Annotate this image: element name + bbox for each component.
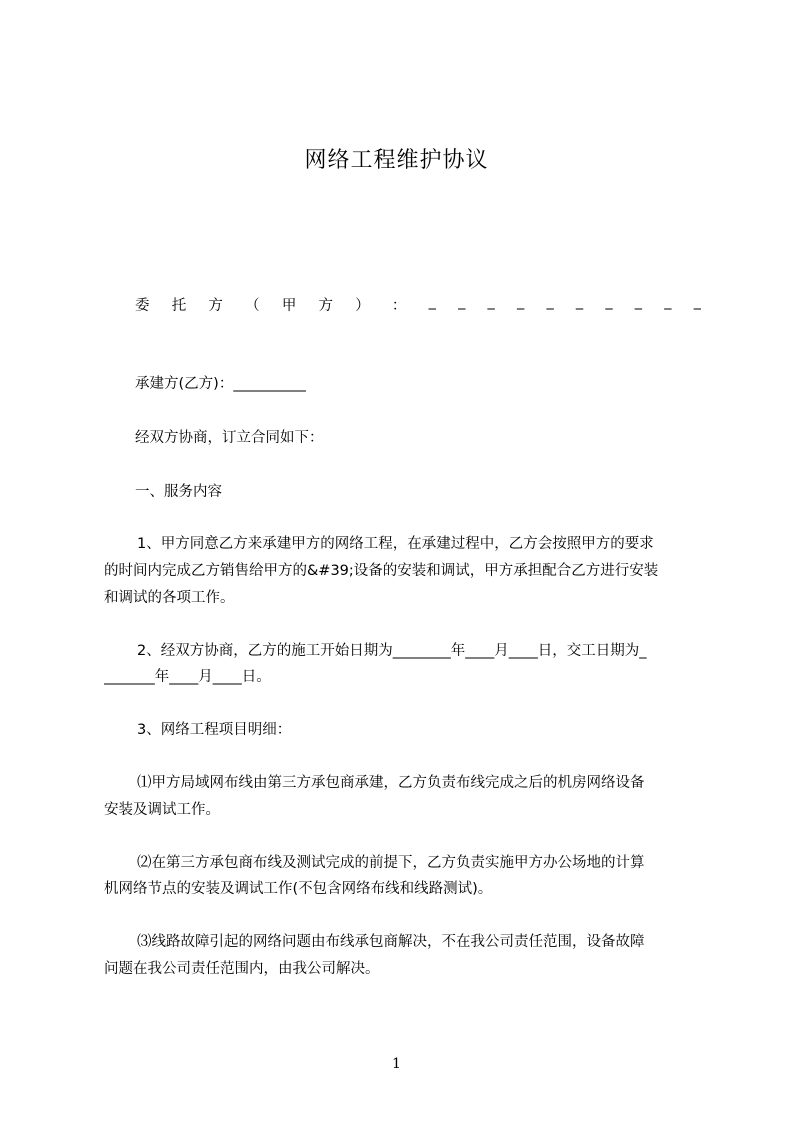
party-a-blank: _: [693, 294, 701, 310]
party-a-blank: _: [458, 294, 466, 310]
clause-2-line-2: _______年____月____日。: [104, 669, 271, 685]
party-a-blank: _: [664, 294, 672, 310]
party-a-char: 方: [318, 298, 334, 314]
party-a-blank: _: [605, 294, 613, 310]
party-a-char: ：: [391, 298, 407, 314]
agreement-intro: 经双方协商，订立合同如下：: [135, 430, 324, 446]
item-3-line-2: 问题在我公司责任范围内，由我公司解决。: [104, 961, 380, 977]
party-a-blank: _: [516, 294, 525, 310]
party-a-char: 方: [208, 298, 223, 314]
clause-1-line-3: 和调试的各项工作。: [104, 590, 235, 606]
clause-1-line-1: 1、甲方同意乙方来承建甲方的网络工程，在承建过程中，乙方会按照甲方的要求: [137, 536, 654, 552]
item-3-line-1: ⑶线路故障引起的网络问题由布线承包商解决，不在我公司责任范围，设备故障: [137, 934, 645, 950]
party-a-char: （: [245, 298, 260, 314]
page-number: 1: [392, 1056, 401, 1072]
party-a-char: 甲: [281, 298, 297, 314]
party-a-blank: _: [428, 294, 436, 310]
item-1-line-1: ⑴甲方局域网布线由第三方承包商承建，乙方负责布线完成之后的机房网络设备: [137, 775, 645, 791]
party-a-blank: _: [634, 294, 643, 310]
document-title: 网络工程维护协议: [304, 148, 489, 173]
party-a-line: [135, 294, 701, 315]
party-a-char: 托: [171, 298, 187, 314]
item-1-line-2: 安装及调试工作。: [104, 802, 220, 818]
clause-2-line-1: 2、经双方协商，乙方的施工开始日期为________年____月____日，交工日期为_: [137, 643, 647, 659]
clause-3-heading: 3、网络工程项目明细：: [137, 722, 292, 738]
party-a-blank: _: [575, 294, 584, 310]
section-heading-service: 一、服务内容: [135, 484, 222, 500]
party-a-blank: _: [487, 294, 495, 310]
party-b-line: 承建方(乙方)：__________: [135, 376, 306, 392]
item-2-line-2: 机网络节点的安装及调试工作(不包含网络布线和线路测试)。: [104, 881, 493, 897]
item-2-line-1: ⑵在第三方承包商布线及测试完成的前提下，乙方负责实施甲方办公场地的计算: [137, 855, 645, 871]
party-a-char: ）: [355, 298, 370, 314]
party-a-char: 委: [135, 298, 150, 314]
clause-1-line-2: 的时间内完成乙方销售给甲方的&#39;设备的安装和调试，甲方承担配合乙方进行安装: [104, 563, 659, 579]
party-a-blank: _: [546, 294, 554, 310]
